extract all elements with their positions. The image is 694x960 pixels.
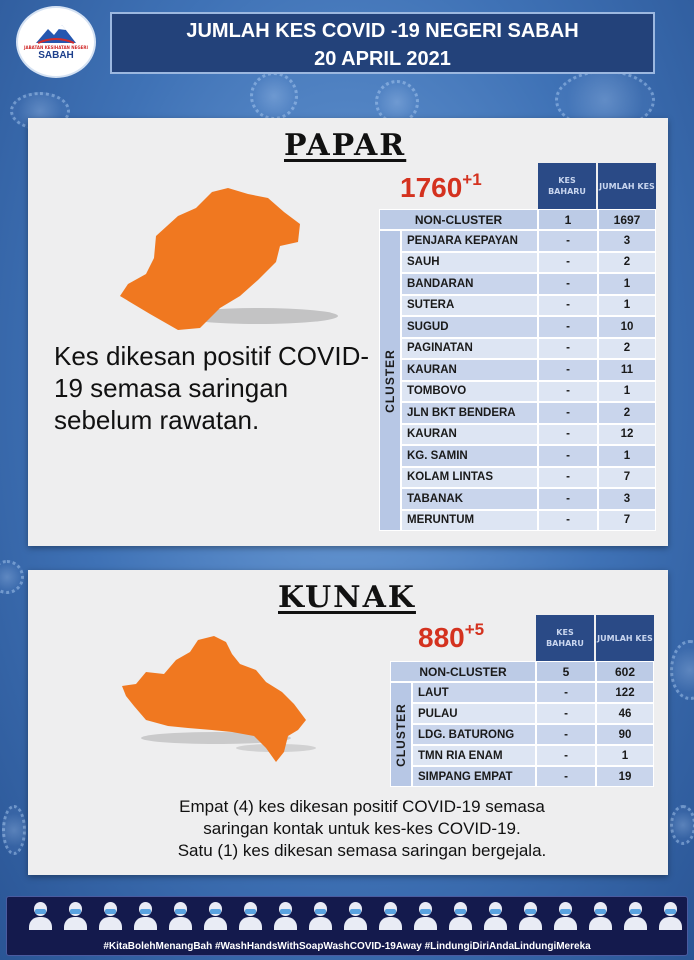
- kunak-cluster-table: [412, 682, 654, 787]
- cluster-baharu: -: [538, 424, 598, 446]
- table-row: [412, 703, 654, 724]
- cluster-jumlah: 1: [598, 381, 656, 403]
- table-row: [401, 402, 656, 424]
- district-title-kunak: KUNAK: [278, 580, 416, 615]
- cluster-label-text: CLUSTER: [394, 702, 409, 767]
- person-icon: [307, 900, 334, 930]
- table-row: [401, 295, 656, 317]
- non-cluster-jumlah: 602: [596, 661, 654, 682]
- footer-banner: [6, 896, 688, 956]
- non-cluster-label: NON-CLUSTER: [379, 209, 538, 230]
- non-cluster-baharu: 1: [538, 209, 598, 230]
- cluster-jumlah: 7: [598, 467, 656, 489]
- virus-decoration: [670, 805, 694, 845]
- cluster-jumlah: 12: [598, 424, 656, 446]
- cluster-baharu: -: [538, 402, 598, 424]
- virus-decoration: [0, 560, 24, 594]
- cluster-name: KAURAN: [401, 424, 538, 446]
- cluster-jumlah: 90: [596, 724, 654, 745]
- papar-panel: [28, 118, 668, 546]
- kunak-note-line-2: saringan kontak untuk kes-kes COVID-19.: [203, 819, 521, 838]
- person-icon: [132, 900, 159, 930]
- cluster-baharu: -: [538, 488, 598, 510]
- virus-decoration: [250, 72, 298, 120]
- kunak-note-line-3: Satu (1) kes dikesan semasa saringan bergejala.: [177, 841, 547, 860]
- cluster-baharu: -: [536, 703, 596, 724]
- papar-note: Kes dikesan positif COVID-19 semasa saringan sebelum rawatan.: [54, 341, 370, 435]
- cluster-name: TOMBOVO: [401, 381, 538, 403]
- cluster-jumlah: 1: [598, 295, 656, 317]
- virus-decoration: [2, 805, 26, 855]
- cluster-jumlah: 10: [598, 316, 656, 338]
- person-icon: [552, 900, 579, 930]
- non-cluster-jumlah: 1697: [598, 209, 656, 230]
- non-cluster-baharu: 5: [536, 661, 596, 682]
- person-icon: [202, 900, 229, 930]
- cluster-name: KAURAN: [401, 359, 538, 381]
- cluster-baharu: -: [536, 766, 596, 787]
- cluster-name: SUTERA: [401, 295, 538, 317]
- cluster-jumlah: 7: [598, 510, 656, 532]
- cluster-name: SIMPANG EMPAT: [412, 766, 536, 787]
- table-row: [401, 338, 656, 360]
- person-icon: [482, 900, 509, 930]
- cluster-jumlah: 1: [598, 445, 656, 467]
- table-row: [401, 252, 656, 274]
- papar-total-cases: [400, 170, 482, 204]
- cluster-jumlah: 46: [596, 703, 654, 724]
- cluster-jumlah: 11: [598, 359, 656, 381]
- hashtags: #KitaBolehMenangBah #WashHandsWithSoapWashCOVID-19Away #LindungiDiriAndaLindungiMereka: [103, 941, 591, 952]
- kunak-cluster-label: [390, 682, 412, 787]
- cluster-baharu: -: [538, 230, 598, 252]
- cluster-baharu: -: [536, 682, 596, 703]
- page-title: [110, 12, 655, 74]
- district-title-papar: PAPAR: [284, 128, 407, 163]
- kunak-header-jumlah-kes: JUMLAH KES: [596, 615, 654, 661]
- cluster-baharu: -: [538, 316, 598, 338]
- cluster-name: TABANAK: [401, 488, 538, 510]
- kunak-note: [62, 796, 662, 862]
- kunak-total-cases: [418, 620, 484, 654]
- cluster-name: LDG. BATURONG: [412, 724, 536, 745]
- cluster-baharu: -: [536, 745, 596, 766]
- cluster-baharu: -: [536, 724, 596, 745]
- person-icon: [587, 900, 614, 930]
- sabah-health-logo: [16, 6, 96, 78]
- non-cluster-label: NON-CLUSTER: [390, 661, 536, 682]
- frontliner-figures: [27, 900, 684, 930]
- cluster-jumlah: 1: [598, 273, 656, 295]
- table-row: [401, 424, 656, 446]
- cluster-jumlah: 1: [596, 745, 654, 766]
- person-icon: [412, 900, 439, 930]
- person-icon: [447, 900, 474, 930]
- table-row: [412, 682, 654, 703]
- cluster-name: MERUNTUM: [401, 510, 538, 532]
- cluster-name: SUGUD: [401, 316, 538, 338]
- person-icon: [27, 900, 54, 930]
- papar-map: [108, 184, 358, 334]
- cluster-name: KG. SAMIN: [401, 445, 538, 467]
- kunak-map: [116, 630, 336, 770]
- cluster-name: JLN BKT BENDERA: [401, 402, 538, 424]
- cluster-name: KOLAM LINTAS: [401, 467, 538, 489]
- cluster-baharu: -: [538, 381, 598, 403]
- table-row: [401, 445, 656, 467]
- cluster-name: TMN RIA ENAM: [412, 745, 536, 766]
- table-row: [401, 488, 656, 510]
- person-icon: [622, 900, 649, 930]
- table-row: [401, 359, 656, 381]
- cluster-baharu: -: [538, 445, 598, 467]
- cluster-jumlah: 3: [598, 488, 656, 510]
- kunak-header-kes-baharu: KES BAHARU: [536, 615, 594, 661]
- table-row: [401, 316, 656, 338]
- cluster-jumlah: 3: [598, 230, 656, 252]
- cluster-name: BANDARAN: [401, 273, 538, 295]
- kunak-panel: [28, 570, 668, 875]
- person-icon: [342, 900, 369, 930]
- table-row: [401, 381, 656, 403]
- cluster-baharu: -: [538, 359, 598, 381]
- papar-header-kes-baharu: KES BAHARU: [538, 163, 596, 209]
- cluster-name: PULAU: [412, 703, 536, 724]
- kunak-non-cluster-row: [390, 661, 654, 682]
- papar-cluster-table: [401, 230, 656, 531]
- person-icon: [97, 900, 124, 930]
- table-row: [412, 766, 654, 787]
- person-icon: [657, 900, 684, 930]
- cluster-name: SAUH: [401, 252, 538, 274]
- papar-header-jumlah-kes: JUMLAH KES: [598, 163, 656, 209]
- person-icon: [167, 900, 194, 930]
- cluster-baharu: -: [538, 510, 598, 532]
- logo-small-text: JABATAN KESIHATAN NEGERI: [24, 45, 88, 50]
- cluster-jumlah: 2: [598, 252, 656, 274]
- cluster-label-text: CLUSTER: [383, 348, 398, 413]
- person-icon: [62, 900, 89, 930]
- papar-total: 1760: [400, 172, 463, 203]
- cluster-baharu: -: [538, 273, 598, 295]
- cluster-baharu: -: [538, 338, 598, 360]
- logo-name: SABAH: [38, 50, 74, 61]
- kunak-note-line-1: Empat (4) kes dikesan positif COVID-19 semasa: [179, 797, 545, 816]
- virus-decoration: [670, 640, 694, 700]
- kunak-new: +5: [464, 620, 485, 639]
- cluster-name: LAUT: [412, 682, 536, 703]
- person-icon: [272, 900, 299, 930]
- cluster-jumlah: 19: [596, 766, 654, 787]
- mountain-icon: [34, 23, 78, 45]
- cluster-jumlah: 2: [598, 338, 656, 360]
- table-row: [401, 510, 656, 532]
- person-icon: [377, 900, 404, 930]
- table-row: [401, 230, 656, 252]
- papar-new: +1: [462, 170, 482, 189]
- cluster-name: PENJARA KEPAYAN: [401, 230, 538, 252]
- table-row: [412, 724, 654, 745]
- cluster-jumlah: 2: [598, 402, 656, 424]
- kunak-total: 880: [418, 622, 465, 653]
- person-icon: [237, 900, 264, 930]
- papar-non-cluster-row: [379, 209, 656, 230]
- table-row: [401, 467, 656, 489]
- table-row: [412, 745, 654, 766]
- title-line-2: 20 APRIL 2021: [314, 48, 451, 70]
- cluster-jumlah: 122: [596, 682, 654, 703]
- cluster-baharu: -: [538, 467, 598, 489]
- cluster-name: PAGINATAN: [401, 338, 538, 360]
- title-line-1: JUMLAH KES COVID -19 NEGERI SABAH: [186, 20, 579, 42]
- table-row: [401, 273, 656, 295]
- cluster-baharu: -: [538, 295, 598, 317]
- cluster-baharu: -: [538, 252, 598, 274]
- person-icon: [517, 900, 544, 930]
